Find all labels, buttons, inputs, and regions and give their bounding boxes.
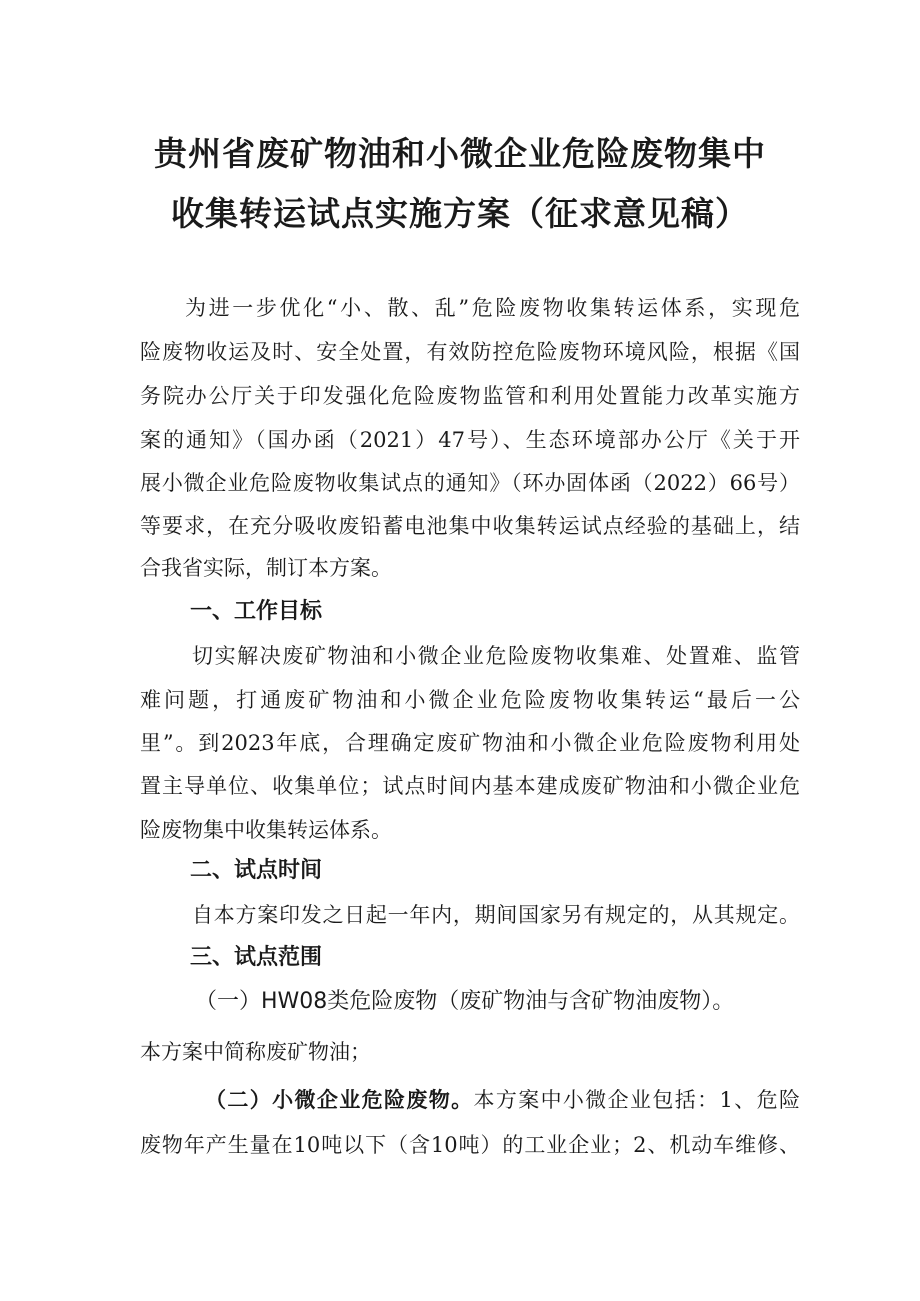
micro-enterprise-line-2: 废物年产生量在10吨以下（含10吨）的工业企业；2、机动车维修、 xyxy=(140,1133,800,1157)
section-heading-goals: 一、工作目标 xyxy=(190,599,323,624)
subsection-heading-hw08: （一）HW08类危险废物（废矿物油与含矿物油废物）。 xyxy=(195,989,735,1014)
paragraph-line: 置主导单位、收集单位；试点时间内基本建成废矿物油和小微企业危 xyxy=(140,774,800,798)
period-text: 自本方案印发之日起一年内，期间国家另有规定的，从其规定。 xyxy=(192,903,800,927)
paragraph-line: 合我省实际，制订本方案。 xyxy=(140,556,392,580)
micro-enterprise-text: 本方案中小微企业包括：1、危险 xyxy=(473,1088,800,1112)
micro-enterprise-line-1 xyxy=(205,1085,800,1115)
paragraph-line: 难问题，打通废矿物油和小微企业危险废物收集转运“最后一公 xyxy=(140,688,800,712)
paragraph-line: 案的通知》（国办函（2021）47号）、生态环境部办公厅《关于开 xyxy=(140,428,800,452)
paragraph-line: 务院办公厅关于印发强化危险废物监管和利用处置能力改革实施方 xyxy=(140,384,800,408)
paragraph-line: 等要求，在充分吸收废铅蓄电池集中收集转运试点经验的基础上，结 xyxy=(140,514,800,538)
paragraph-line: 展小微企业危险废物收集试点的通知》（环办固体函（2022）66号） xyxy=(140,471,800,495)
hw08-text: 本方案中简称废矿物油； xyxy=(140,1040,371,1064)
document-title-line-2: 收集转运试点实施方案（征求意见稿） xyxy=(171,194,749,233)
paragraph-line: 险废物集中收集转运体系。 xyxy=(140,818,392,842)
section-heading-scope: 三、试点范围 xyxy=(190,945,323,970)
paragraph-line: 切实解决废矿物油和小微企业危险废物收集难、处置难、监管 xyxy=(192,644,800,668)
paragraph-line: 里”。到2023年底，合理确定废矿物油和小微企业危险废物利用处 xyxy=(140,731,800,755)
paragraph-line: 险废物收运及时、安全处置，有效防控危险废物环境风险，根据《国 xyxy=(140,340,800,364)
section-heading-period: 二、试点时间 xyxy=(190,858,323,883)
paragraph-line: 为进一步优化“小、散、乱”危险废物收集转运体系，实现危 xyxy=(185,296,800,320)
document-title-line-1: 贵州省废矿物油和小微企业危险废物集中 xyxy=(154,134,766,173)
subsection-heading-micro-enterprise: （二）小微企业危险废物。 xyxy=(205,1088,474,1112)
